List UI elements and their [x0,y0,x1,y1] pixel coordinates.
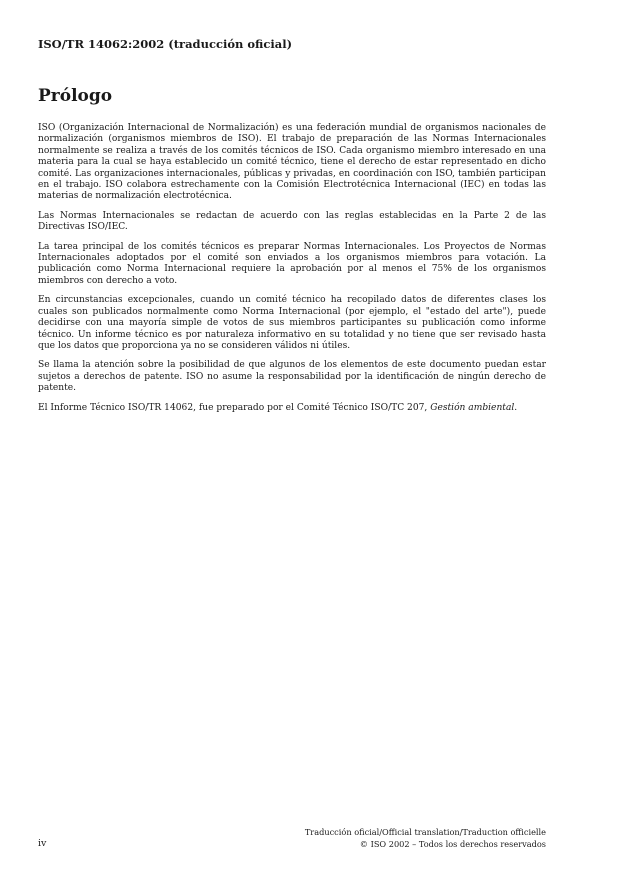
translation-note: Traducción oficial/Official translation/Traduction officielle [304,827,546,837]
foreword-body [38,123,546,422]
paragraph-iso-overview: ISO (Organización Internacional de Normalización) es una federación mundial de organismos nacionales de normalización (organismos miembros de ISO). El trabajo de preparación de las Normas Internacionales normalmente se realiza a través de los comités técnicos de ISO. Cada organismo miembro interesado en una materia para la cual se haya establecido un comité técnico, tiene el derecho de estar representado en dicho comité. Las organizaciones internacionales, públicas y privadas, en coordinación con ISO, también participan en el trabajo. ISO colabora estrechamente con la Comisión Electrotécnica Internacional (IEC) en todas las materias de normalización electrotécnica. [38,123,546,202]
paragraph-drafting-rules: Las Normas Internacionales se redactan de acuerdo con las reglas establecidas en la Parte 2 de las Directivas ISO/IEC. [38,210,546,233]
page-title: Prólogo [38,86,113,106]
prepared-by-text: El Informe Técnico ISO/TR 14062, fue preparado por el Comité Técnico ISO/TC 207, [38,402,431,413]
page-footer [305,826,546,850]
paragraph-technical-report: En circunstancias excepcionales, cuando un comité técnico ha recopilado datos de diferentes clases los cuales son publicados normalmente como Norma Internacional (por ejemplo, el "estado del arte"), puede decidirse con una mayoría simple de votos de sus miembros participantes su publicación como informe técnico. Un informe técnico es por naturaleza informativo en su totalidad y no tiene que ser revisado hasta que los datos que proporciona ya no se consideren válidos ni útiles. [38,295,546,351]
committee-subject: Gestión ambiental [430,402,515,413]
document-header: ISO/TR 14062:2002 (traducción oficial) [38,37,293,51]
paragraph-prepared-by [38,403,546,414]
copyright-notice: © ISO 2002 – Todos los derechos reservados [359,839,546,849]
page-number: iv [38,838,47,849]
prepared-by-end: . [514,402,518,413]
paragraph-committee-tasks: La tarea principal de los comités técnicos es preparar Normas Internacionales. Los Proyectos de Normas Internacionales adoptados por el comité son enviados a los organismos miembros para votación. La publicación como Norma Internacional requiere la aprobación por al menos el 75% de los organismos miembros con derecho a voto. [38,241,546,286]
paragraph-patent-notice: Se llama la atención sobre la posibilidad de que algunos de los elementos de este documento puedan estar sujetos a derechos de patente. ISO no asume la responsabilidad por la identificación de ningún derecho de patente. [38,360,546,394]
